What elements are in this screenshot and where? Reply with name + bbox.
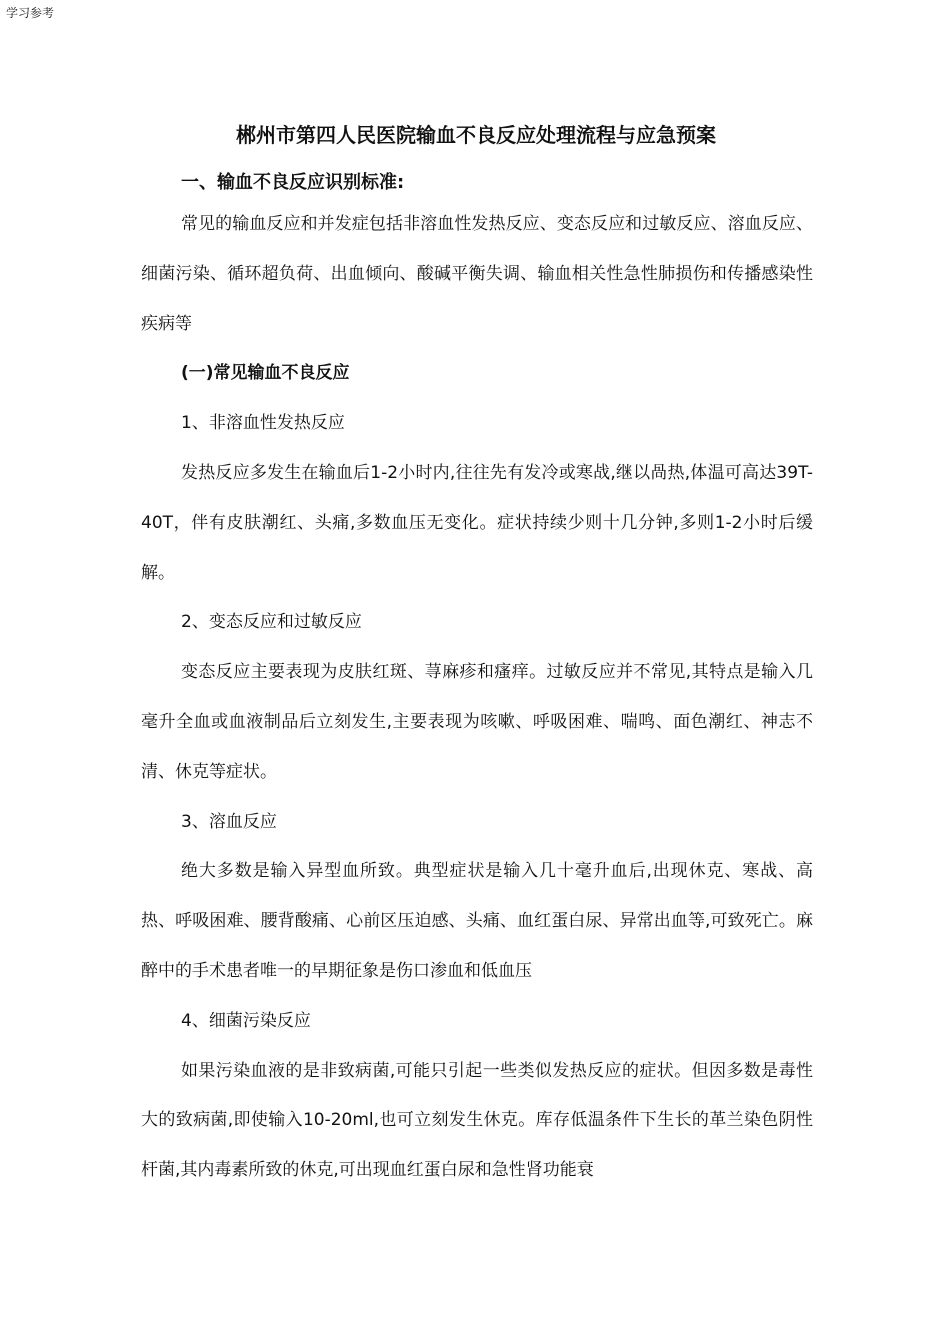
item-body-4: 如果污染血液的是非致病菌,可能只引起一些类似发热反应的症状。但因多数是毒性大的致病菌,即使输入10-20ml,也可立刻发生休克。库存低温条件下生长的革兰染色阴性杆菌,其内毒素所致的休克,可出现血红蛋白尿和急性肾功能衰 (141, 1060, 813, 1181)
document-title: 郴州市第四人民医院输血不良反应处理流程与应急预案 (236, 123, 716, 147)
section-heading: 一、输血不良反应识别标准: (181, 172, 405, 193)
item-heading-4: 4、细菌污染反应 (181, 1010, 311, 1031)
corner-note: 学习参考 (6, 6, 55, 20)
item-body-3: 绝大多数是输入异型血所致。典型症状是输入几十毫升血后,出现休克、寒战、高热、呼吸困难、腰背酸痛、心前区压迫感、头痛、血红蛋白尿、异常出血等,可致死亡。麻醉中的手术患者唯一的早期征象是伤口渗血和低血压 (141, 861, 813, 981)
item-heading-3: 3、溶血反应 (181, 811, 277, 832)
document-page (141, 118, 813, 1196)
item-body-1: 发热反应多发生在输血后1-2小时内,往往先有发冷或寒战,继以咼热,体温可高达39T-40T，伴有皮肤潮红、头痛,多数血压无变化。症状持续少则十几分钟,多则1-2小时后缓解。 (141, 462, 813, 583)
item-heading-1: 1、非溶血性发热反应 (181, 413, 345, 434)
subsection-heading: (一)常见输血不良反应 (181, 363, 350, 384)
section-intro-paragraph: 常见的输血反应和并发症包括非溶血性发热反应、变态反应和过敏反应、溶血反应、细菌污染、循环超负荷、出血倾向、酸碱平衡失调、输血相关性急性肺损伤和传播感染性疾病等 (141, 214, 813, 334)
item-heading-2: 2、变态反应和过敏反应 (181, 612, 362, 633)
item-body-2: 变态反应主要表现为皮肤红斑、荨麻疹和瘙痒。过敏反应并不常见,其特点是输入几毫升全血或血液制品后立刻发生,主要表现为咳嗽、呼吸困难、喘鸣、面色潮红、神志不清、休克等症状。 (141, 662, 813, 782)
